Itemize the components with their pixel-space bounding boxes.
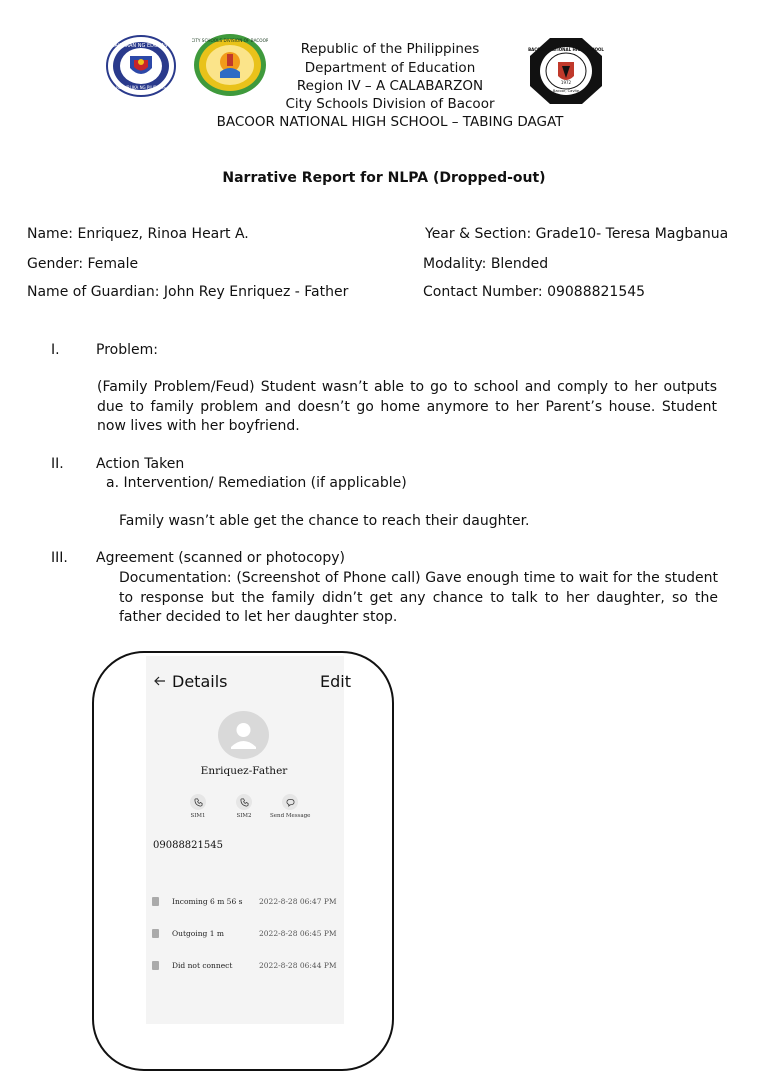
phone-icon xyxy=(236,794,252,810)
sim1-call-button[interactable] xyxy=(178,794,218,819)
section-1-heading: Problem: xyxy=(96,342,158,358)
section-1-number: I. xyxy=(51,342,60,358)
deped-seal-subtext: REPUBLIKA NG PILIPINAS xyxy=(116,85,166,90)
division-seal-text: CITY SCHOOLS DIVISION OF BACOOR xyxy=(192,38,268,43)
avatar-icon xyxy=(218,711,269,759)
message-icon xyxy=(282,794,298,810)
phone-number[interactable]: 09088821545 xyxy=(153,840,223,851)
student-modality: Modality: Blended xyxy=(423,256,549,272)
deped-seal-text: KAGAWARAN NG EDUKASYON xyxy=(104,43,178,49)
sim1-label: SIM1 xyxy=(190,813,206,819)
section-3-body: Documentation: (Screenshot of Phone call) Gave enough time to wait for the student to response but the family didn’t get any chance to talk to her daughter, so the father decided to let her daughter stop. xyxy=(119,570,718,625)
call-time: 2022-8-28 06:44 PM xyxy=(259,961,337,970)
call-log-row[interactable] xyxy=(152,897,338,911)
guardian-contact: Contact Number: 09088821545 xyxy=(423,284,646,300)
section-3-number: III. xyxy=(51,550,68,566)
call-log-row[interactable] xyxy=(152,961,338,975)
phone-icon xyxy=(190,794,206,810)
send-message-label: Send Message xyxy=(270,813,311,819)
call-label: Did not connect xyxy=(172,961,233,970)
section-3-heading: Agreement (scanned or photocopy) xyxy=(96,550,345,566)
contact-name: Enriquez-Father xyxy=(200,765,288,777)
section-2-number: II. xyxy=(51,456,64,472)
call-time: 2022-8-28 06:45 PM xyxy=(259,929,337,938)
call-log-row[interactable] xyxy=(152,929,338,943)
section-2-subheading: a. Intervention/ Remediation (if applicable) xyxy=(106,475,407,491)
sim2-call-button[interactable] xyxy=(224,794,264,819)
header-department: Department of Education xyxy=(304,60,476,76)
document-icon xyxy=(152,897,159,906)
document-icon xyxy=(152,929,159,938)
header-republic: Republic of the Philippines xyxy=(300,41,480,57)
header-division: City Schools Division of Bacoor xyxy=(285,96,495,112)
call-label: Outgoing 1 m xyxy=(172,929,224,938)
section-2-heading: Action Taken xyxy=(96,456,185,472)
section-1-body: (Family Problem/Feud) Student wasn’t able to go to school and comply to her outputs due to family problem and doesn’t go home anymore to her Parent’s house. Student now lives with her boyfriend. xyxy=(97,379,717,434)
deped-seal-logo xyxy=(104,34,178,98)
back-arrow-icon[interactable] xyxy=(154,671,166,690)
sim2-label: SIM2 xyxy=(236,813,252,819)
call-label: Incoming 6 m 56 s xyxy=(172,897,243,906)
bnhs-seal-year: 1972 xyxy=(560,80,572,85)
bnhs-seal-text: BACOOR NATIONAL HIGH SCHOOL xyxy=(528,47,604,52)
bnhs-seal-city: Bacoor, Cavite xyxy=(552,89,580,93)
section-2-body: Family wasn’t able get the chance to reach their daughter. xyxy=(119,513,530,529)
header-school: BACOOR NATIONAL HIGH SCHOOL – TABING DAGAT xyxy=(216,114,564,130)
guardian-name: Name of Guardian: John Rey Enriquez - Father xyxy=(27,284,349,300)
student-year-section: Year & Section: Grade10- Teresa Magbanua xyxy=(425,226,729,242)
document-icon xyxy=(152,961,159,970)
details-label[interactable]: Details xyxy=(172,672,228,691)
call-time: 2022-8-28 06:47 PM xyxy=(259,897,337,906)
edit-button[interactable]: Edit xyxy=(320,672,351,691)
student-gender: Gender: Female xyxy=(27,256,139,272)
student-name: Name: Enriquez, Rinoa Heart A. xyxy=(27,226,249,242)
report-title: Narrative Report for NLPA (Dropped-out) xyxy=(222,170,546,186)
send-message-button[interactable] xyxy=(270,794,310,819)
header-region: Region IV – A CALABARZON xyxy=(296,78,484,94)
